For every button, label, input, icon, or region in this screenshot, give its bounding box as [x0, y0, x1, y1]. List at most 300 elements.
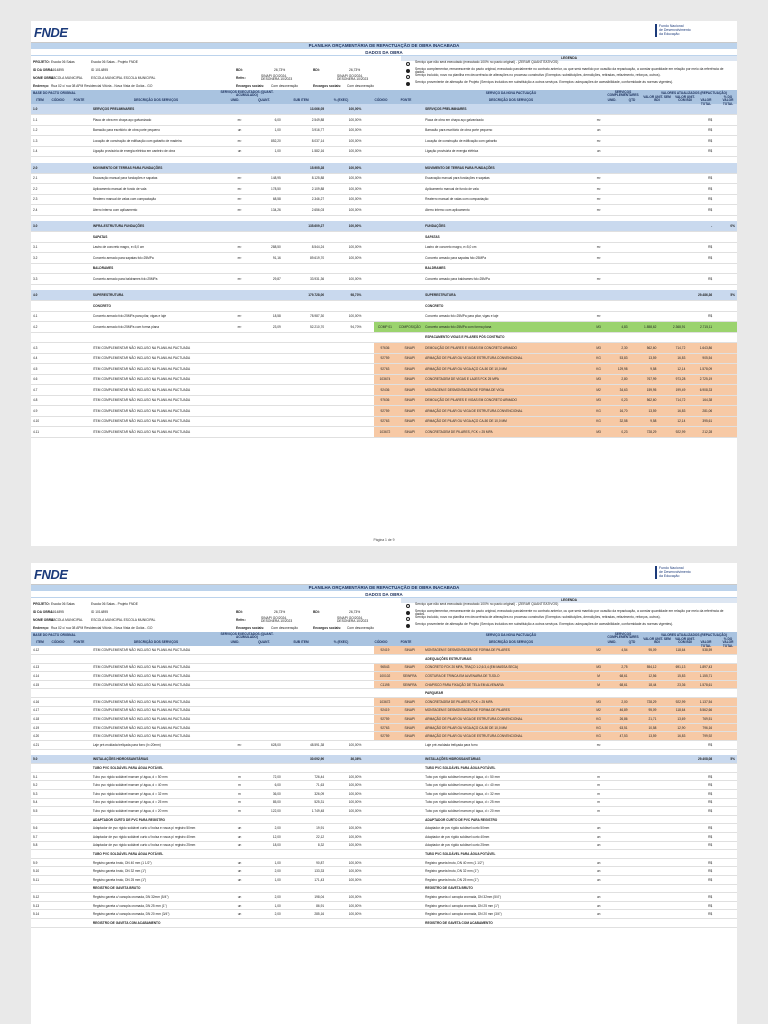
unit-price-cell — [630, 884, 659, 893]
sheet-title: PLANILHA ORÇAMENTÁRIA DE REPACTUAÇÃO DE OBRA INACABADA — [31, 43, 737, 49]
percent-total-cell — [714, 322, 737, 333]
sep-cell — [363, 274, 373, 285]
quantity-cell: 1,00 — [252, 858, 283, 867]
unit-cell — [227, 646, 252, 655]
fonte-cell — [68, 115, 91, 126]
description-cell: ITEM COMPLEMENTAR NÃO INCLUSO NA PLANILHA PACTUADA — [91, 406, 227, 417]
percent-exec-cell: 100,00% — [326, 893, 363, 902]
new-qty-cell — [609, 807, 630, 816]
unit-price-cell: 95,09 — [630, 706, 659, 715]
percent-exec-cell: 100,00% — [326, 807, 363, 816]
unit-price-bdi-cell: 118,64 — [658, 706, 687, 715]
unit-price-bdi-cell — [658, 253, 687, 264]
fonte-cell — [68, 689, 91, 698]
subtotal-cell: 8.125,88 — [283, 173, 326, 184]
new-source-cell — [396, 146, 423, 157]
new-description-cell: MONTAGEM E DESMONTAGEM DE FORMA DE PILARES — [423, 646, 588, 655]
percent-exec-cell — [326, 672, 363, 681]
sep-cell — [363, 798, 373, 807]
sep-cell — [363, 332, 373, 343]
new-source-cell: SINAPI — [396, 406, 423, 417]
item-cell: 4.1 — [31, 311, 48, 322]
subtotal-cell — [283, 723, 326, 732]
table-row — [31, 416, 737, 427]
unit-cell: un — [227, 875, 252, 884]
codigo-cell — [48, 242, 69, 253]
percent-exec-cell: 100,00% — [326, 242, 363, 253]
encargos2-value: Com desoneração — [347, 84, 374, 88]
new-unit-cell: m — [588, 790, 609, 799]
percent-exec-cell: 100,00% — [326, 311, 363, 322]
codigo-cell — [48, 364, 69, 375]
codigo-cell — [48, 416, 69, 427]
id-full: ID 1014895 — [91, 610, 109, 614]
new-source-cell: SINAPI — [396, 364, 423, 375]
percent-total-cell — [714, 184, 737, 195]
codigo-cell — [48, 290, 69, 301]
item-cell: 5.9 — [31, 858, 48, 867]
table-row — [31, 115, 737, 126]
item-cell: 4.5 — [31, 364, 48, 375]
description-cell — [91, 332, 227, 343]
unit-price-cell: 159,95 — [630, 385, 659, 396]
codigo-cell — [48, 706, 69, 715]
filled-circle-icon — [406, 611, 410, 615]
new-description-cell: SUPERESTRUTURA — [423, 290, 588, 301]
description-cell: ITEM COMPLEMENTAR NÃO INCLUSO NA PLANILHA PACTUADA — [91, 385, 227, 396]
endereco-value: Rua 02 c/ rua 08 APM Residencial Vitória - Nova Vista de Goiás - GO — [51, 626, 153, 630]
subsection-row — [31, 263, 737, 274]
table-row — [31, 364, 737, 375]
quantity-cell — [252, 655, 283, 664]
quantity-cell — [252, 723, 283, 732]
legend-text: Serviço complementar, remanescente do pacto original, executado parcialmente no contrato anterior, ou que será mantido por ocasião da repactuação, a constar quantidade em relação por meio da referência de dados. — [415, 66, 724, 74]
subtotal-cell: 1.582,16 — [283, 146, 326, 157]
sep-cell — [363, 732, 373, 741]
sep-cell — [363, 646, 373, 655]
codigo-cell — [48, 125, 69, 136]
fonte-cell — [68, 242, 91, 253]
col-group-nova: SERVIÇO DA NOVA PACTUAÇÃO — [485, 91, 537, 95]
percent-total-cell — [714, 374, 737, 385]
new-description-cell: DEMOLIÇÃO DE PILARES E VIGAS EM CONCRETO ARMADO — [423, 343, 588, 354]
new-unit-cell: m² — [588, 136, 609, 147]
subtotal-cell — [283, 427, 326, 438]
item-cell: 4.13 — [31, 663, 48, 672]
new-code-cell: 100102 — [374, 672, 397, 681]
item-cell: 4.4 — [31, 353, 48, 364]
quantity-cell: 72,00 — [252, 772, 283, 781]
new-description-cell: Registro gaveta c/ canopla cromada, DN 25 mm (1") — [423, 901, 588, 910]
sep-cell — [363, 832, 373, 841]
percent-total-cell — [714, 173, 737, 184]
new-source-cell — [396, 755, 423, 764]
agency-name — [655, 24, 713, 37]
agency-line: de Desenvolvimento — [659, 28, 691, 33]
percent-total-cell — [714, 205, 737, 216]
section-row — [31, 104, 737, 115]
new-description-cell: Tubo pvc rígido soldável marrom p/ água, d = 32 mm — [423, 790, 588, 799]
percent-exec-cell — [326, 655, 363, 664]
percent-exec-cell: 100,00% — [326, 115, 363, 126]
new-code-cell — [374, 832, 397, 841]
percent-total-cell — [714, 790, 737, 799]
unit-cell — [227, 755, 252, 764]
total-value-cell: R$ — [687, 772, 714, 781]
unit-price-cell — [630, 901, 659, 910]
codigo-cell — [48, 374, 69, 385]
new-source-cell — [396, 798, 423, 807]
total-value-cell: R$ — [687, 125, 714, 136]
fonte-cell — [68, 723, 91, 732]
ref-label: Refer.: — [236, 76, 247, 80]
unit-cell — [227, 104, 252, 115]
codigo-cell — [48, 715, 69, 724]
percent-total-cell — [714, 663, 737, 672]
unit-price-cell — [630, 184, 659, 195]
new-qty-cell — [609, 901, 630, 910]
percent-exec-cell — [326, 850, 363, 859]
new-source-cell: SINAPI — [396, 663, 423, 672]
new-unit-cell — [588, 655, 609, 664]
unit-price-bdi-cell — [658, 841, 687, 850]
new-source-cell — [396, 205, 423, 216]
new-unit-cell: M3 — [588, 395, 609, 406]
percent-total-cell — [714, 395, 737, 406]
total-value-cell — [687, 301, 714, 312]
new-qty-cell — [609, 253, 630, 264]
subtotal-cell: 285,16 — [283, 910, 326, 919]
new-source-cell: SINAPI — [396, 374, 423, 385]
unit-price-bdi-cell — [658, 858, 687, 867]
sep-cell — [363, 655, 373, 664]
unit-price-cell — [630, 242, 659, 253]
ref-label: Refer.: — [236, 618, 247, 622]
unit-price-cell: 18,44 — [630, 680, 659, 689]
total-value-cell: R$ — [687, 910, 714, 919]
circle-icon — [406, 62, 410, 66]
unit-cell: m — [227, 772, 252, 781]
page-header — [31, 563, 737, 585]
new-code-cell — [374, 875, 397, 884]
unit-price-bdi-cell: 922,99 — [658, 427, 687, 438]
percent-total-cell — [714, 672, 737, 681]
unit-cell — [227, 290, 252, 301]
new-code-cell — [374, 221, 397, 232]
new-description-cell: ADEQUAÇÕES ESTRUTURAIS — [423, 655, 588, 664]
new-qty-cell — [609, 290, 630, 301]
col-item: ITEM — [36, 98, 44, 102]
fonte-cell — [68, 221, 91, 232]
new-unit-cell: M2 — [588, 706, 609, 715]
new-code-cell: 92436 — [374, 385, 397, 396]
circle-icon — [406, 617, 410, 621]
new-description-cell: Adaptador de pvc rígido soldável curto 40mm — [423, 832, 588, 841]
new-unit-cell: M2 — [588, 646, 609, 655]
quantity-cell: 6,00 — [252, 115, 283, 126]
sep-cell — [363, 723, 373, 732]
new-unit-cell: M3 — [588, 663, 609, 672]
percent-total-cell — [714, 715, 737, 724]
total-value-cell: 1.155,71 — [687, 672, 714, 681]
codigo-cell — [48, 680, 69, 689]
quantity-cell: 178,50 — [252, 184, 283, 195]
legend-title: LEGENDA — [401, 598, 737, 603]
item-cell: 4.17 — [31, 706, 48, 715]
unit-cell: m³ — [227, 253, 252, 264]
item-cell: 5.11 — [31, 875, 48, 884]
new-unit-cell — [588, 290, 609, 301]
subsection-row — [31, 850, 737, 859]
item-cell: 2.0 — [31, 163, 48, 174]
sep-cell — [363, 163, 373, 174]
percent-exec-cell — [326, 764, 363, 773]
new-unit-cell: m — [588, 807, 609, 816]
fonte-cell — [68, 136, 91, 147]
total-value-cell: 281,06 — [687, 406, 714, 417]
codigo-cell — [48, 832, 69, 841]
sep-cell — [363, 824, 373, 833]
new-source-cell — [396, 136, 423, 147]
new-unit-cell: un — [588, 146, 609, 157]
quantity-cell — [252, 672, 283, 681]
percent-total-cell — [714, 136, 737, 147]
unit-cell: un — [227, 858, 252, 867]
subtotal-cell: 90,87 — [283, 858, 326, 867]
new-description-cell: DEMOLIÇÃO DE PILARES E VIGAS EM CONCRETO ARMADO — [423, 395, 588, 406]
new-description-cell: Apiloamento manual de fundo de vala — [423, 184, 588, 195]
fonte-cell — [68, 146, 91, 157]
subtotal-cell — [283, 918, 326, 927]
total-value-cell: 799,92 — [687, 732, 714, 741]
col-fonte-2: FONTE — [400, 98, 412, 102]
percent-total-cell — [714, 427, 737, 438]
new-qty-cell: 53,83 — [609, 353, 630, 364]
fonte-cell — [68, 698, 91, 707]
page-number: Página 1 de 9 — [373, 538, 395, 542]
nome-label: NOME OBRA: — [33, 618, 55, 622]
fonte-cell — [68, 353, 91, 364]
description-cell: Adaptador de pvc rígido soldável curto c/ bolsa e rosca p/ registro 40mm — [91, 832, 227, 841]
sep-cell — [363, 104, 373, 115]
total-value-cell: 905,54 — [687, 353, 714, 364]
description-cell: Adaptador de pvc rígido soldável curto c/ bolsa e rosca p/ registro 50mm — [91, 824, 227, 833]
sep-cell — [363, 781, 373, 790]
unit-price-cell — [630, 764, 659, 773]
new-qty-cell — [609, 301, 630, 312]
unit-cell — [227, 655, 252, 664]
percent-exec-cell: 100,00% — [326, 274, 363, 285]
unit-cell — [227, 427, 252, 438]
codigo-cell — [48, 781, 69, 790]
new-code-cell: COMP 01 — [374, 322, 397, 333]
new-code-cell: 92759 — [374, 406, 397, 417]
quantity-cell — [252, 416, 283, 427]
unit-price-bdi-cell — [658, 301, 687, 312]
unit-price-cell — [630, 221, 659, 232]
item-cell: 5.3 — [31, 790, 48, 799]
description-cell: Apiloamento manual de fundo de vala — [91, 184, 227, 195]
percent-total-cell — [714, 815, 737, 824]
sep-cell — [363, 205, 373, 216]
new-unit-cell — [588, 232, 609, 243]
subtotal-cell — [283, 764, 326, 773]
codigo-cell — [48, 867, 69, 876]
col-pct-exec: % (EXEC) — [333, 640, 349, 644]
unit-cell: m³ — [227, 205, 252, 216]
unit-cell — [227, 364, 252, 375]
unit-price-bdi-cell — [658, 263, 687, 274]
new-qty-cell — [609, 893, 630, 902]
new-code-cell — [374, 741, 397, 750]
quantity-cell — [252, 918, 283, 927]
new-qty-cell: 16,70 — [609, 406, 630, 417]
percent-total-cell — [714, 875, 737, 884]
new-code-cell — [374, 290, 397, 301]
agency-name — [655, 566, 713, 579]
codigo-cell — [48, 764, 69, 773]
subtotal-cell — [283, 301, 326, 312]
new-qty-cell — [609, 824, 630, 833]
percent-exec-cell: 100,00% — [326, 205, 363, 216]
percent-exec-cell: 100,00% — [326, 901, 363, 910]
col-group-exec: SERVIÇOS EXECUTADOS (QUANT. ACUMULADO) — [220, 632, 274, 640]
description-cell: ITEM COMPLEMENTAR NÃO INCLUSO NA PLANILHA PACTUADA — [91, 715, 227, 724]
id-full: ID 1014895 — [91, 68, 109, 72]
percent-total-cell — [714, 723, 737, 732]
subtotal-cell — [283, 663, 326, 672]
unit-price-cell — [630, 301, 659, 312]
new-unit-cell: KG — [588, 723, 609, 732]
table-row — [31, 680, 737, 689]
percent-total-cell — [714, 332, 737, 343]
unit-price-cell — [630, 104, 659, 115]
new-code-cell — [374, 232, 397, 243]
bdi2-value: 26,73% — [349, 610, 361, 614]
new-code-cell: 92419 — [374, 706, 397, 715]
subtotal-cell: 71,63 — [283, 781, 326, 790]
table-row — [31, 858, 737, 867]
description-cell: ITEM COMPLEMENTAR NÃO INCLUSO NA PLANILHA PACTUADA — [91, 427, 227, 438]
percent-total-cell — [714, 850, 737, 859]
new-unit-cell: un — [588, 910, 609, 919]
new-description-cell: Reaterro manual de valas com compactação — [423, 194, 588, 205]
col-descricao: DESCRIÇÃO DOS SERVIÇOS — [133, 98, 179, 102]
new-qty-cell — [609, 910, 630, 919]
percent-total-cell — [714, 163, 737, 174]
new-qty-cell — [609, 104, 630, 115]
new-code-cell: 92759 — [374, 732, 397, 741]
item-cell: 2.2 — [31, 184, 48, 195]
new-source-cell: SINAPI — [396, 343, 423, 354]
new-qty-cell — [609, 173, 630, 184]
subtotal-cell: 2.109,88 — [283, 184, 326, 195]
unit-price-cell — [630, 232, 659, 243]
unit-price-cell — [630, 125, 659, 136]
table-row — [31, 374, 737, 385]
unit-price-bdi-cell — [658, 184, 687, 195]
unit-cell — [227, 232, 252, 243]
col-fonte: FONTE — [73, 98, 85, 102]
unit-cell — [227, 680, 252, 689]
description-cell: ITEM COMPLEMENTAR NÃO INCLUSO NA PLANILHA PACTUADA — [91, 698, 227, 707]
new-description-cell: Barracão para escritório de obra porte pequeno — [423, 125, 588, 136]
new-description-cell: MOVIMENTO DE TERRAS PARA FUNDAÇÕES — [423, 163, 588, 174]
percent-exec-cell: 100,00% — [326, 910, 363, 919]
item-cell: 5.10 — [31, 867, 48, 876]
unit-price-cell: 554,12 — [630, 663, 659, 672]
unit-price-cell: 1.858,62 — [630, 322, 659, 333]
new-qty-cell: 0,23 — [609, 395, 630, 406]
new-unit-cell — [588, 263, 609, 274]
item-cell — [31, 850, 48, 859]
table-row — [31, 646, 737, 655]
new-qty-cell: 2,30 — [609, 343, 630, 354]
sep-cell — [363, 136, 373, 147]
description-cell: Tubo pvc rígido soldável marrom p/ água, d = 25 mm — [91, 798, 227, 807]
legend — [401, 56, 737, 87]
description-cell: SUPERESTRUTURA — [91, 290, 227, 301]
item-cell: 4.18 — [31, 715, 48, 724]
quantity-cell: 134,26 — [252, 205, 283, 216]
col-descricao-2: DESCRIÇÃO DOS SERVIÇOS — [488, 98, 534, 102]
endereco-value: Rua 02 c/ rua 08 APM Residencial Vitória - Nova Vista de Goiás - GO — [51, 84, 153, 88]
unit-price-cell — [630, 841, 659, 850]
new-source-cell: SEINFRA — [396, 672, 423, 681]
new-description-cell: TUBO PVC SOLDÁVEL PARA ÁGUA POTÁVEL — [423, 850, 588, 859]
new-code-cell: 92419 — [374, 646, 397, 655]
col-pct-total: % DO VALOR TOTAL — [722, 637, 734, 648]
new-code-cell: 103672 — [374, 427, 397, 438]
unit-price-bdi-cell — [658, 332, 687, 343]
sep-cell — [363, 755, 373, 764]
sep-cell — [363, 232, 373, 243]
new-description-cell: CONCRETO FCK 20 MPA, TRAÇO 1:2,6:3,4 (EM MASSA SECA) — [423, 663, 588, 672]
new-code-cell: 92763 — [374, 723, 397, 732]
codigo-cell — [48, 221, 69, 232]
bdi-label: BDI: — [236, 610, 243, 614]
percent-total-cell — [714, 918, 737, 927]
sep-cell — [363, 253, 373, 264]
legend-text: Serviço que não será executado (executado 100% no pacto original) - (ZERAR QUANTITATIVOS) — [415, 602, 559, 606]
sep-cell — [363, 790, 373, 799]
unit-cell: m — [227, 781, 252, 790]
quantity-cell — [252, 343, 283, 354]
new-unit-cell: M3 — [588, 374, 609, 385]
unit-price-cell: 562,60 — [630, 343, 659, 354]
total-value-cell: R$ — [687, 798, 714, 807]
new-source-cell — [396, 901, 423, 910]
new-qty-cell — [609, 841, 630, 850]
percent-total-cell — [714, 841, 737, 850]
codigo-cell — [48, 427, 69, 438]
new-code-cell — [374, 901, 397, 910]
new-qty-cell: 2,80 — [609, 374, 630, 385]
unit-cell: un — [227, 841, 252, 850]
item-cell — [31, 764, 48, 773]
col-unid-2: UNID. — [607, 98, 617, 102]
table-row — [31, 841, 737, 850]
unit-price-cell — [630, 781, 659, 790]
new-code-cell — [374, 689, 397, 698]
description-cell: MOVIMENTO DE TERRAS PARA FUNDAÇÕES — [91, 163, 227, 174]
percent-exec-cell — [326, 406, 363, 417]
fonte-cell — [68, 184, 91, 195]
new-source-cell — [396, 301, 423, 312]
fonte-cell — [68, 732, 91, 741]
col-valor-total: VALOR TOTAL — [700, 640, 712, 648]
new-description-cell: ARMAÇÃO DE PILAR OU VIGA AÇO CA-50 DE 10,0 MM — [423, 364, 588, 375]
